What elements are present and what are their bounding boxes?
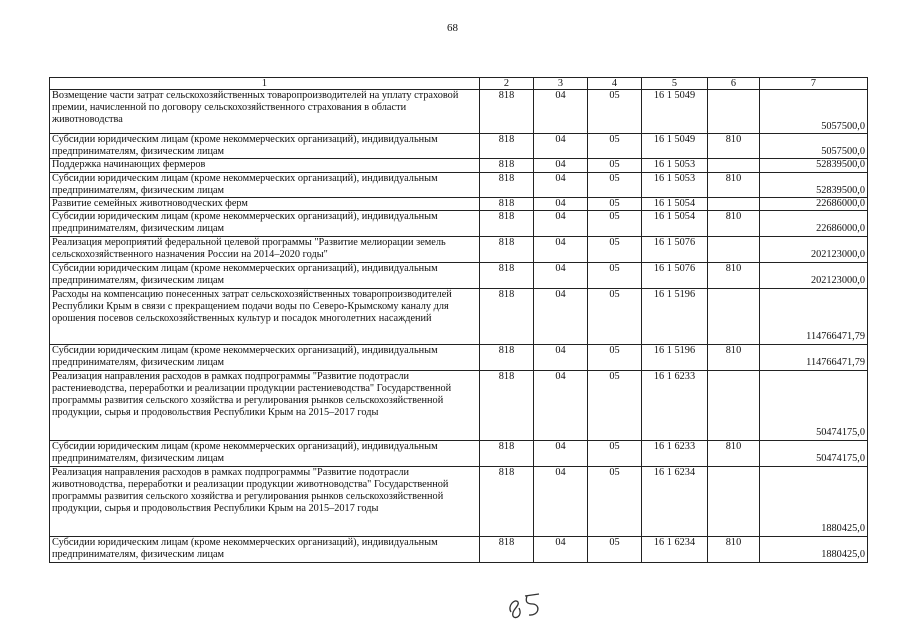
- row-cell-2: 818: [480, 236, 534, 262]
- header-col-5: 5: [642, 78, 708, 90]
- table-row: [50, 134, 868, 159]
- row-amount-cell: 5057500,0: [760, 90, 868, 134]
- row-amount-cell: 22686000,0: [760, 211, 868, 236]
- row-amount-cell: 22686000,0: [760, 198, 868, 211]
- header-col-1: 1: [50, 78, 480, 90]
- row-amount-cell: 1880425,0: [760, 536, 868, 562]
- row-cell-6: [708, 90, 760, 134]
- header-col-7: 7: [760, 78, 868, 90]
- row-cell-4: 05: [588, 236, 642, 262]
- row-cell-5: 16 1 5196: [642, 344, 708, 370]
- row-amount-cell: 202123000,0: [760, 236, 868, 262]
- row-cell-6: 810: [708, 262, 760, 288]
- row-amount-cell: 1880425,0: [760, 466, 868, 536]
- row-cell-4: 05: [588, 172, 642, 197]
- row-name-cell: Развитие семейных животноводческих ферм: [50, 198, 480, 211]
- row-cell-4: 05: [588, 211, 642, 236]
- row-cell-4: 05: [588, 262, 642, 288]
- table-row: [50, 198, 868, 211]
- row-cell-5: 16 1 5076: [642, 236, 708, 262]
- row-cell-2: 818: [480, 211, 534, 236]
- row-amount-cell: 52839500,0: [760, 159, 868, 172]
- row-amount-cell: 50474175,0: [760, 440, 868, 466]
- row-cell-4: 05: [588, 198, 642, 211]
- row-name-cell: Возмещение части затрат сельскохозяйственных товаропроизводителей на уплату страховой премии, начисленной по договору сельскохозяйственного страхования в области животноводства: [50, 90, 480, 134]
- row-amount-cell: 5057500,0: [760, 134, 868, 159]
- row-cell-2: 818: [480, 134, 534, 159]
- row-cell-6: [708, 198, 760, 211]
- row-cell-5: 16 1 6234: [642, 466, 708, 536]
- row-name-cell: Субсидии юридическим лицам (кроме некоммерческих организаций), индивидуальным предпринимателям, физическим лицам: [50, 172, 480, 197]
- row-cell-5: 16 1 5049: [642, 90, 708, 134]
- row-cell-3: 04: [534, 262, 588, 288]
- row-cell-5: 16 1 5053: [642, 172, 708, 197]
- row-name-cell: Субсидии юридическим лицам (кроме некоммерческих организаций), индивидуальным предпринимателям, физическим лицам: [50, 134, 480, 159]
- table-row: [50, 466, 868, 536]
- row-cell-5: 16 1 6233: [642, 440, 708, 466]
- row-cell-3: 04: [534, 288, 588, 344]
- row-cell-3: 04: [534, 198, 588, 211]
- row-cell-4: 05: [588, 134, 642, 159]
- row-cell-3: 04: [534, 90, 588, 134]
- row-cell-6: 810: [708, 172, 760, 197]
- table-row: [50, 440, 868, 466]
- row-cell-6: [708, 159, 760, 172]
- row-cell-3: 04: [534, 172, 588, 197]
- row-cell-2: 818: [480, 536, 534, 562]
- table-row: [50, 536, 868, 562]
- row-cell-4: 05: [588, 466, 642, 536]
- table-body: [50, 90, 868, 563]
- header-col-3: 3: [534, 78, 588, 90]
- table-row: [50, 172, 868, 197]
- table-row: [50, 370, 868, 440]
- row-cell-6: 810: [708, 440, 760, 466]
- row-cell-2: 818: [480, 159, 534, 172]
- row-cell-6: 810: [708, 211, 760, 236]
- row-amount-cell: 114766471,79: [760, 344, 868, 370]
- row-cell-3: 04: [534, 440, 588, 466]
- row-cell-4: 05: [588, 288, 642, 344]
- row-cell-6: [708, 236, 760, 262]
- row-cell-5: 16 1 5054: [642, 211, 708, 236]
- row-cell-4: 05: [588, 90, 642, 134]
- row-cell-4: 05: [588, 536, 642, 562]
- row-cell-2: 818: [480, 466, 534, 536]
- row-cell-5: 16 1 6233: [642, 370, 708, 440]
- row-cell-6: 810: [708, 344, 760, 370]
- row-name-cell: Субсидии юридическим лицам (кроме некоммерческих организаций), индивидуальным предпринимателям, физическим лицам: [50, 536, 480, 562]
- row-amount-cell: 114766471,79: [760, 288, 868, 344]
- row-cell-6: 810: [708, 134, 760, 159]
- row-name-cell: Реализация направления расходов в рамках подпрограммы "Развитие подотрасли растениеводства, переработки и реализации продукции растениеводства" Государственной программы развития сельского хозяйства и регулирования рынков сельскохозяйственной продукции, сырья и продовольствия Республики Крым на 2015–2017 годы: [50, 370, 480, 440]
- row-cell-5: 16 1 5076: [642, 262, 708, 288]
- page-number: 68: [447, 22, 458, 34]
- table-row: [50, 288, 868, 344]
- row-cell-2: 818: [480, 172, 534, 197]
- row-cell-3: 04: [534, 159, 588, 172]
- row-cell-4: 05: [588, 370, 642, 440]
- row-cell-5: 16 1 5054: [642, 198, 708, 211]
- row-cell-5: 16 1 5053: [642, 159, 708, 172]
- row-cell-2: 818: [480, 90, 534, 134]
- row-name-cell: Субсидии юридическим лицам (кроме некоммерческих организаций), индивидуальным предпринимателям, физическим лицам: [50, 344, 480, 370]
- row-cell-5: 16 1 6234: [642, 536, 708, 562]
- row-cell-6: [708, 466, 760, 536]
- table-row: [50, 159, 868, 172]
- row-name-cell: Субсидии юридическим лицам (кроме некоммерческих организаций), индивидуальным предпринимателям, физическим лицам: [50, 211, 480, 236]
- row-cell-2: 818: [480, 262, 534, 288]
- row-cell-3: 04: [534, 134, 588, 159]
- row-cell-6: [708, 370, 760, 440]
- row-name-cell: Реализация мероприятий федеральной целевой программы "Развитие мелиорации земель сельскохозяйственного назначения России на 2014–2020 годы": [50, 236, 480, 262]
- row-name-cell: Субсидии юридическим лицам (кроме некоммерческих организаций), индивидуальным предпринимателям, физическим лицам: [50, 440, 480, 466]
- table-row: [50, 236, 868, 262]
- row-cell-3: 04: [534, 466, 588, 536]
- row-cell-2: 818: [480, 198, 534, 211]
- row-cell-2: 818: [480, 288, 534, 344]
- table-row: [50, 211, 868, 236]
- row-cell-6: 810: [708, 536, 760, 562]
- header-col-4: 4: [588, 78, 642, 90]
- table-row: [50, 344, 868, 370]
- row-cell-4: 05: [588, 159, 642, 172]
- row-cell-5: 16 1 5049: [642, 134, 708, 159]
- row-cell-3: 04: [534, 344, 588, 370]
- table-row: [50, 90, 868, 134]
- row-cell-5: 16 1 5196: [642, 288, 708, 344]
- row-cell-4: 05: [588, 344, 642, 370]
- row-cell-3: 04: [534, 236, 588, 262]
- row-amount-cell: 202123000,0: [760, 262, 868, 288]
- row-cell-3: 04: [534, 536, 588, 562]
- row-amount-cell: 52839500,0: [760, 172, 868, 197]
- row-cell-2: 818: [480, 344, 534, 370]
- handwritten-signature: [505, 590, 545, 620]
- row-amount-cell: 50474175,0: [760, 370, 868, 440]
- row-name-cell: Реализация направления расходов в рамках подпрограммы "Развитие подотрасли животноводства, переработки и реализации продукции животноводства" Государственной программы развития сельского хозяйства и регулирования рынков сельскохозяйственной продукции, сырья и продовольствия Республики Крым на 2015–2017 годы: [50, 466, 480, 536]
- row-cell-2: 818: [480, 440, 534, 466]
- header-col-2: 2: [480, 78, 534, 90]
- row-cell-4: 05: [588, 440, 642, 466]
- header-col-6: 6: [708, 78, 760, 90]
- row-cell-3: 04: [534, 370, 588, 440]
- row-cell-2: 818: [480, 370, 534, 440]
- row-name-cell: Субсидии юридическим лицам (кроме некоммерческих организаций), индивидуальным предпринимателям, физическим лицам: [50, 262, 480, 288]
- row-name-cell: Расходы на компенсацию понесенных затрат сельскохозяйственных товаропроизводителей Республики Крым в связи с прекращением подачи воды по Северо-Крымскому каналу для орошения посевов сельскохозяйственных культур и посадок многолетних насаждений: [50, 288, 480, 344]
- table-header-row: [50, 78, 868, 90]
- table-row: [50, 262, 868, 288]
- row-name-cell: Поддержка начинающих фермеров: [50, 159, 480, 172]
- row-cell-6: [708, 288, 760, 344]
- row-cell-3: 04: [534, 211, 588, 236]
- budget-table: [49, 77, 868, 563]
